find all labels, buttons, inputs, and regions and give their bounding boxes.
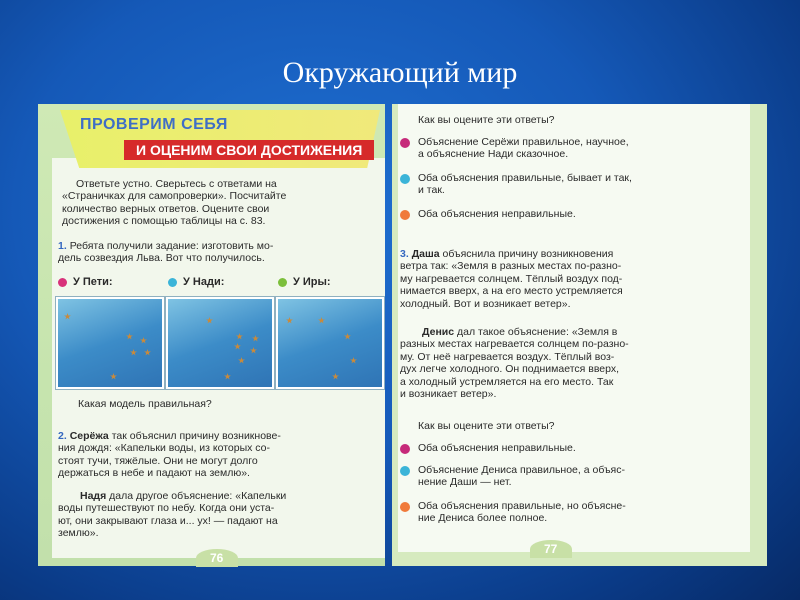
pink-dot-icon [58, 278, 67, 287]
pink-dot-icon [400, 138, 410, 148]
page-number-left: 76 [210, 551, 224, 565]
star-icon [206, 317, 213, 324]
option-2-3: Оба объяснения правильные, но объясне- ние Дениса более полное. [418, 500, 626, 525]
label-petya: У Пети: [58, 276, 113, 288]
star-icon [286, 317, 293, 324]
constellation-model-ira [276, 297, 384, 389]
star-icon [350, 357, 357, 364]
banner-title: ПРОВЕРИМ СЕБЯ [80, 116, 228, 133]
blue-dot-icon [168, 278, 177, 287]
orange-dot-icon [400, 502, 410, 512]
banner-subtitle: И ОЦЕНИМ СВОИ ДОСТИЖЕНИЯ [124, 140, 374, 160]
star-icon [224, 373, 231, 380]
denis-paragraph: Денис дал такое объяснение: «Земля в разных местах нагревается солнцем по-разно- му. От неё нагревается воздух. Тёплый воз- дух легче холодного. Он поднимается вверх, а холодный устремляется на его место. Так и возникает ветер». [400, 326, 629, 401]
orange-dot-icon [400, 210, 410, 220]
star-icon [332, 373, 339, 380]
option-2-2: Объяснение Дениса правильное, а объяс- нение Даши — нет. [418, 464, 625, 489]
star-icon [238, 357, 245, 364]
star-icon [234, 343, 241, 350]
question-text: Какая модель правильная? [78, 398, 212, 410]
star-icon [110, 373, 117, 380]
star-icon [126, 333, 133, 340]
question-1: Как вы оцените эти ответы? [418, 114, 555, 126]
nadya-paragraph: Надя дала другое объяснение: «Капельки воды путешествуют по небу. Когда они уста- ют, они закрывают глаза и... ух! — падают на землю». [58, 490, 287, 540]
intro-text: Ответьте устно. Сверьтесь с ответами на «Страничках для самопроверки». Посчитайте количество верных ответов. Оцените свои достижения с помощью таблицы на с. 83. [62, 178, 287, 228]
star-icon [318, 317, 325, 324]
task-1: 1. Ребята получили задание: изготовить мо- дель созвездия Льва. Вот что получилось. [58, 240, 274, 265]
constellation-model-nadya [166, 297, 274, 389]
blue-dot-icon [400, 174, 410, 184]
label-ira: У Иры: [278, 276, 331, 288]
option-1-1: Объяснение Серёжи правильное, научное, а объяснение Нади сказочное. [418, 136, 629, 161]
option-1-2: Оба объяснения правильные, бывает и так, и так. [418, 172, 632, 197]
slide-title: Окружающий мир [282, 56, 518, 89]
blue-dot-icon [400, 466, 410, 476]
task-2: 2. Серёжа так объяснил причину возникнове- ния дождя: «Капельки воды, из которых со- стоят тучи, тяжёлые. Они не могут долго держаться в небе и падают на землю». [58, 430, 281, 480]
star-icon [250, 347, 257, 354]
star-icon [130, 349, 137, 356]
star-icon [64, 313, 71, 320]
star-icon [252, 335, 259, 342]
question-2: Как вы оцените эти ответы? [418, 420, 555, 432]
constellation-model-petya [56, 297, 164, 389]
label-nadya: У Нади: [168, 276, 224, 288]
star-icon [344, 333, 351, 340]
star-icon [140, 337, 147, 344]
star-icon [144, 349, 151, 356]
page-number-right: 77 [544, 542, 558, 556]
green-dot-icon [278, 278, 287, 287]
option-2-1: Оба объяснения неправильные. [418, 442, 576, 454]
option-1-3: Оба объяснения неправильные. [418, 208, 576, 220]
star-icon [236, 333, 243, 340]
pink-dot-icon [400, 444, 410, 454]
task-3: 3. Даша объяснила причину возникновения ветра так: «Земля в разных местах по-разно- му нагревается солнцем. Тёплый воздух под- нимается вверх, а на его место устремляется холодный. Вот и возникает ветер». [400, 248, 623, 310]
